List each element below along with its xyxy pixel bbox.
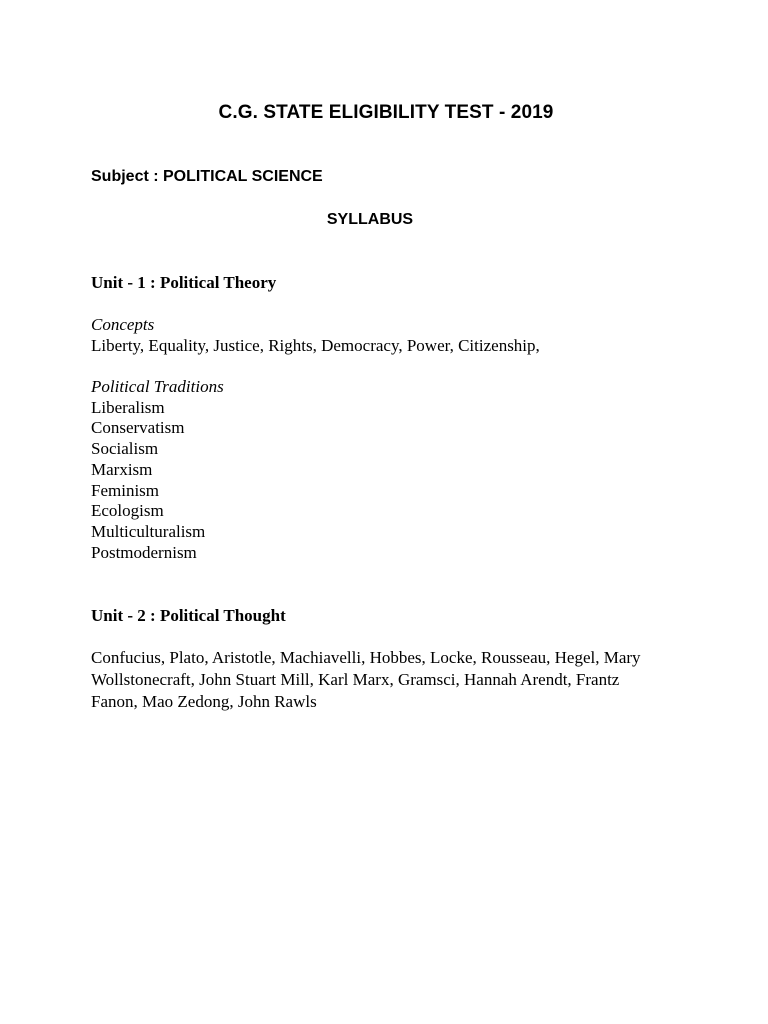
- list-item: Multiculturalism: [91, 521, 206, 541]
- list-item: Socialism: [91, 439, 159, 459]
- document-title: C.G. STATE ELIGIBILITY TEST - 2019: [218, 102, 554, 123]
- thinkers-line: Confucius, Plato, Aristotle, Machiavelli, Hobbes, Locke, Rousseau, Hegel, Mary: [91, 648, 641, 667]
- traditions-label: Political Traditions: [91, 377, 224, 396]
- thinkers-paragraph: [91, 647, 681, 713]
- unit-2-heading: Unit - 2 : Political Thought: [91, 606, 286, 625]
- syllabus-heading: SYLLABUS: [326, 211, 414, 228]
- list-item: Liberalism: [91, 397, 165, 417]
- traditions-list: [91, 398, 691, 564]
- list-item: Marxism: [91, 459, 153, 479]
- list-item: Postmodernism: [91, 542, 197, 562]
- list-item: Conservatism: [91, 418, 185, 438]
- list-item: Ecologism: [91, 501, 164, 521]
- traditions-section: [91, 377, 691, 563]
- subject-line: Subject : POLITICAL SCIENCE: [91, 168, 323, 185]
- thinkers-line: Fanon, Mao Zedong, John Rawls: [91, 692, 317, 711]
- concepts-text: Liberty, Equality, Justice, Rights, Democracy, Power, Citizenship,: [91, 335, 540, 355]
- list-item: Feminism: [91, 480, 160, 500]
- concepts-section: [91, 315, 691, 356]
- concepts-label: Concepts: [91, 315, 155, 334]
- unit-1-heading: Unit - 1 : Political Theory: [91, 273, 277, 292]
- thinkers-line: Wollstonecraft, John Stuart Mill, Karl Marx, Gramsci, Hannah Arendt, Frantz: [91, 670, 620, 689]
